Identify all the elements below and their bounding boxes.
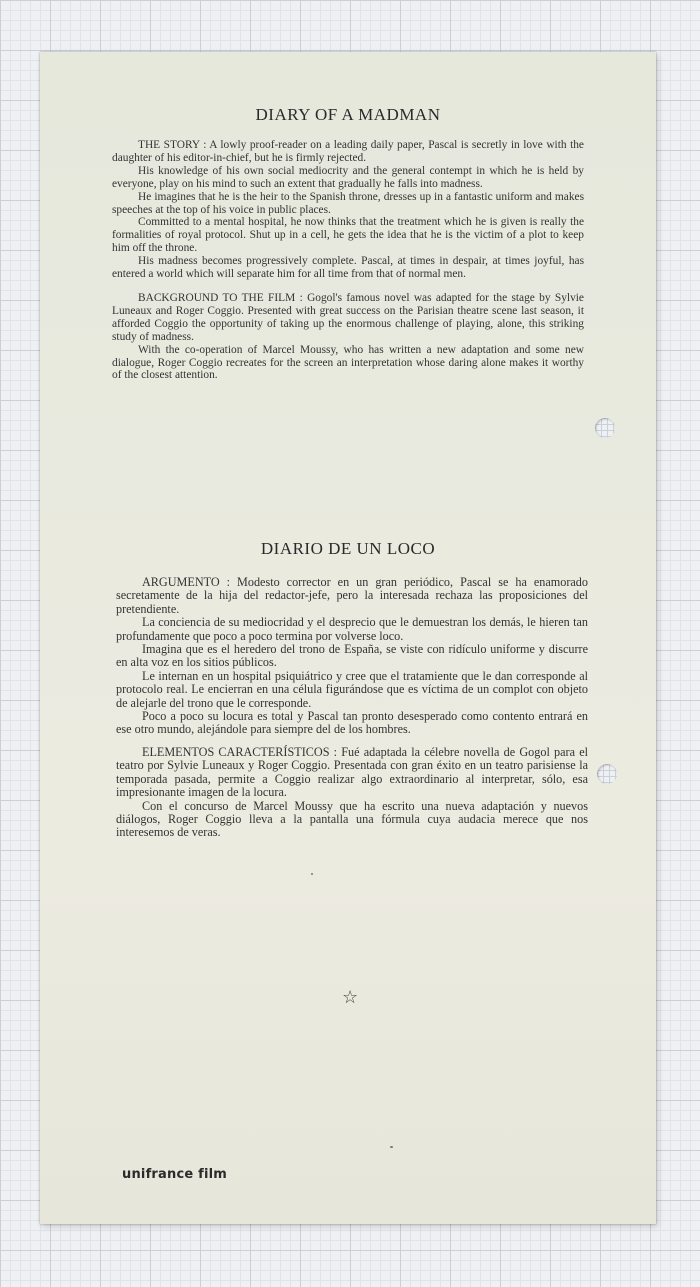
argumento-paragraph-3: Imagina que es el heredero del trono de España, se viste con ridículo uniforme y discurre en alta voz en los sitios públicos. [116, 642, 588, 670]
elementos-paragraph-2: Con el concurso de Marcel Moussy que ha escrito una nueva adaptación y nuevos diálogos, Roger Coggio lleva a la pantalla una fórmula cuya audacia merece que nos interesemos de veras. [116, 798, 588, 840]
ink-speck [390, 1146, 393, 1148]
story-paragraph-2: His knowledge of his own social mediocrity and the general contempt in which he is held by everyone, play on his mind to such an extent that gradually he falls into madness. [112, 164, 584, 190]
star-icon: ☆ [342, 987, 359, 1008]
spanish-synopsis [116, 576, 588, 840]
unifrance-logo: unifrance film [122, 1167, 228, 1182]
english-synopsis [112, 139, 584, 382]
background-paragraph-1: BACKGROUND TO THE FILM : Gogol's famous novel was adapted for the stage by Sylvie Luneaux and Roger Coggio. Presented with great success on the Parisian theatre scene last season, it afforded Coggio the opportunity of taking up the enormous challenge of playing, alone, this striking study of madness. [112, 291, 584, 343]
story-paragraph-5: His madness becomes progressively complete. Pascal, at times in despair, at times joyful, has entered a world which will separate him for all time from that of normal men. [112, 255, 584, 281]
spanish-title: DIARIO DE UN LOCO [260, 539, 436, 558]
punch-hole-lower [597, 764, 617, 784]
punch-hole-upper [595, 418, 615, 438]
story-paragraph-1: THE STORY : A lowly proof-reader on a leading daily paper, Pascal is secretly in love with the daughter of his editor-in-chief, but he is firmly rejected. [112, 139, 584, 164]
background-paragraph-2: With the co-operation of Marcel Moussy, who has written a new adaptation and some new dialogue, Roger Coggio recreates for the screen an interpretation whose daring alone makes it worthy of the closest attention. [112, 343, 584, 382]
leaflet-page [40, 52, 656, 1224]
argumento-paragraph-1: ARGUMENTO : Modesto corrector en un gran periódico, Pascal se ha enamorado secretamente de la hija del redactor-jefe, pero la interesada rechaza las proposiciones del pretendiente. [116, 575, 588, 616]
story-paragraph-3: He imagines that he is the heir to the Spanish throne, dresses up in a fantastic uniform and makes speeches at the top of his voice in public places. [112, 190, 584, 216]
section-gap [112, 281, 584, 292]
argumento-paragraph-5: Poco a poco su locura es total y Pascal tan pronto desesperado como contento entrará en ese otro mundo, alejándole para siempre del de los hombres. [116, 709, 588, 737]
argumento-paragraph-4: Le internan en un hospital psiquiátrico y cree que el tratamiente que le dan corresponde al protocolo real. Le encierran en una célula figurándose que es víctima de un complot con objeto de alejarle del trono que le corresponde. [116, 668, 588, 710]
elementos-paragraph-1: ELEMENTOS CARACTERÍSTICOS : Fué adaptada la célebre novella de Gogol para el teatro por Sylvie Luneaux y Roger Coggio. Presentada con gran éxito en un teatro parisiense la temporada pasada, permite a Coggio realizar algo extraordinario al interpretar, sólo, esa impresionante imagen de la locura. [116, 744, 588, 800]
argumento-paragraph-2: La conciencia de su mediocridad y el desprecio que le demuestran los demás, le hieren tan profundamente que poco a poco termina por volverse loco. [116, 615, 588, 643]
english-title: DIARY OF A MADMAN [255, 105, 441, 124]
ink-speck [311, 873, 313, 875]
story-paragraph-4: Committed to a mental hospital, he now thinks that the treatment which he is given is really the formalities of royal protocol. Shut up in a cell, he gets the idea that he is the victim of a plot to keep him off the throne. [112, 216, 584, 255]
